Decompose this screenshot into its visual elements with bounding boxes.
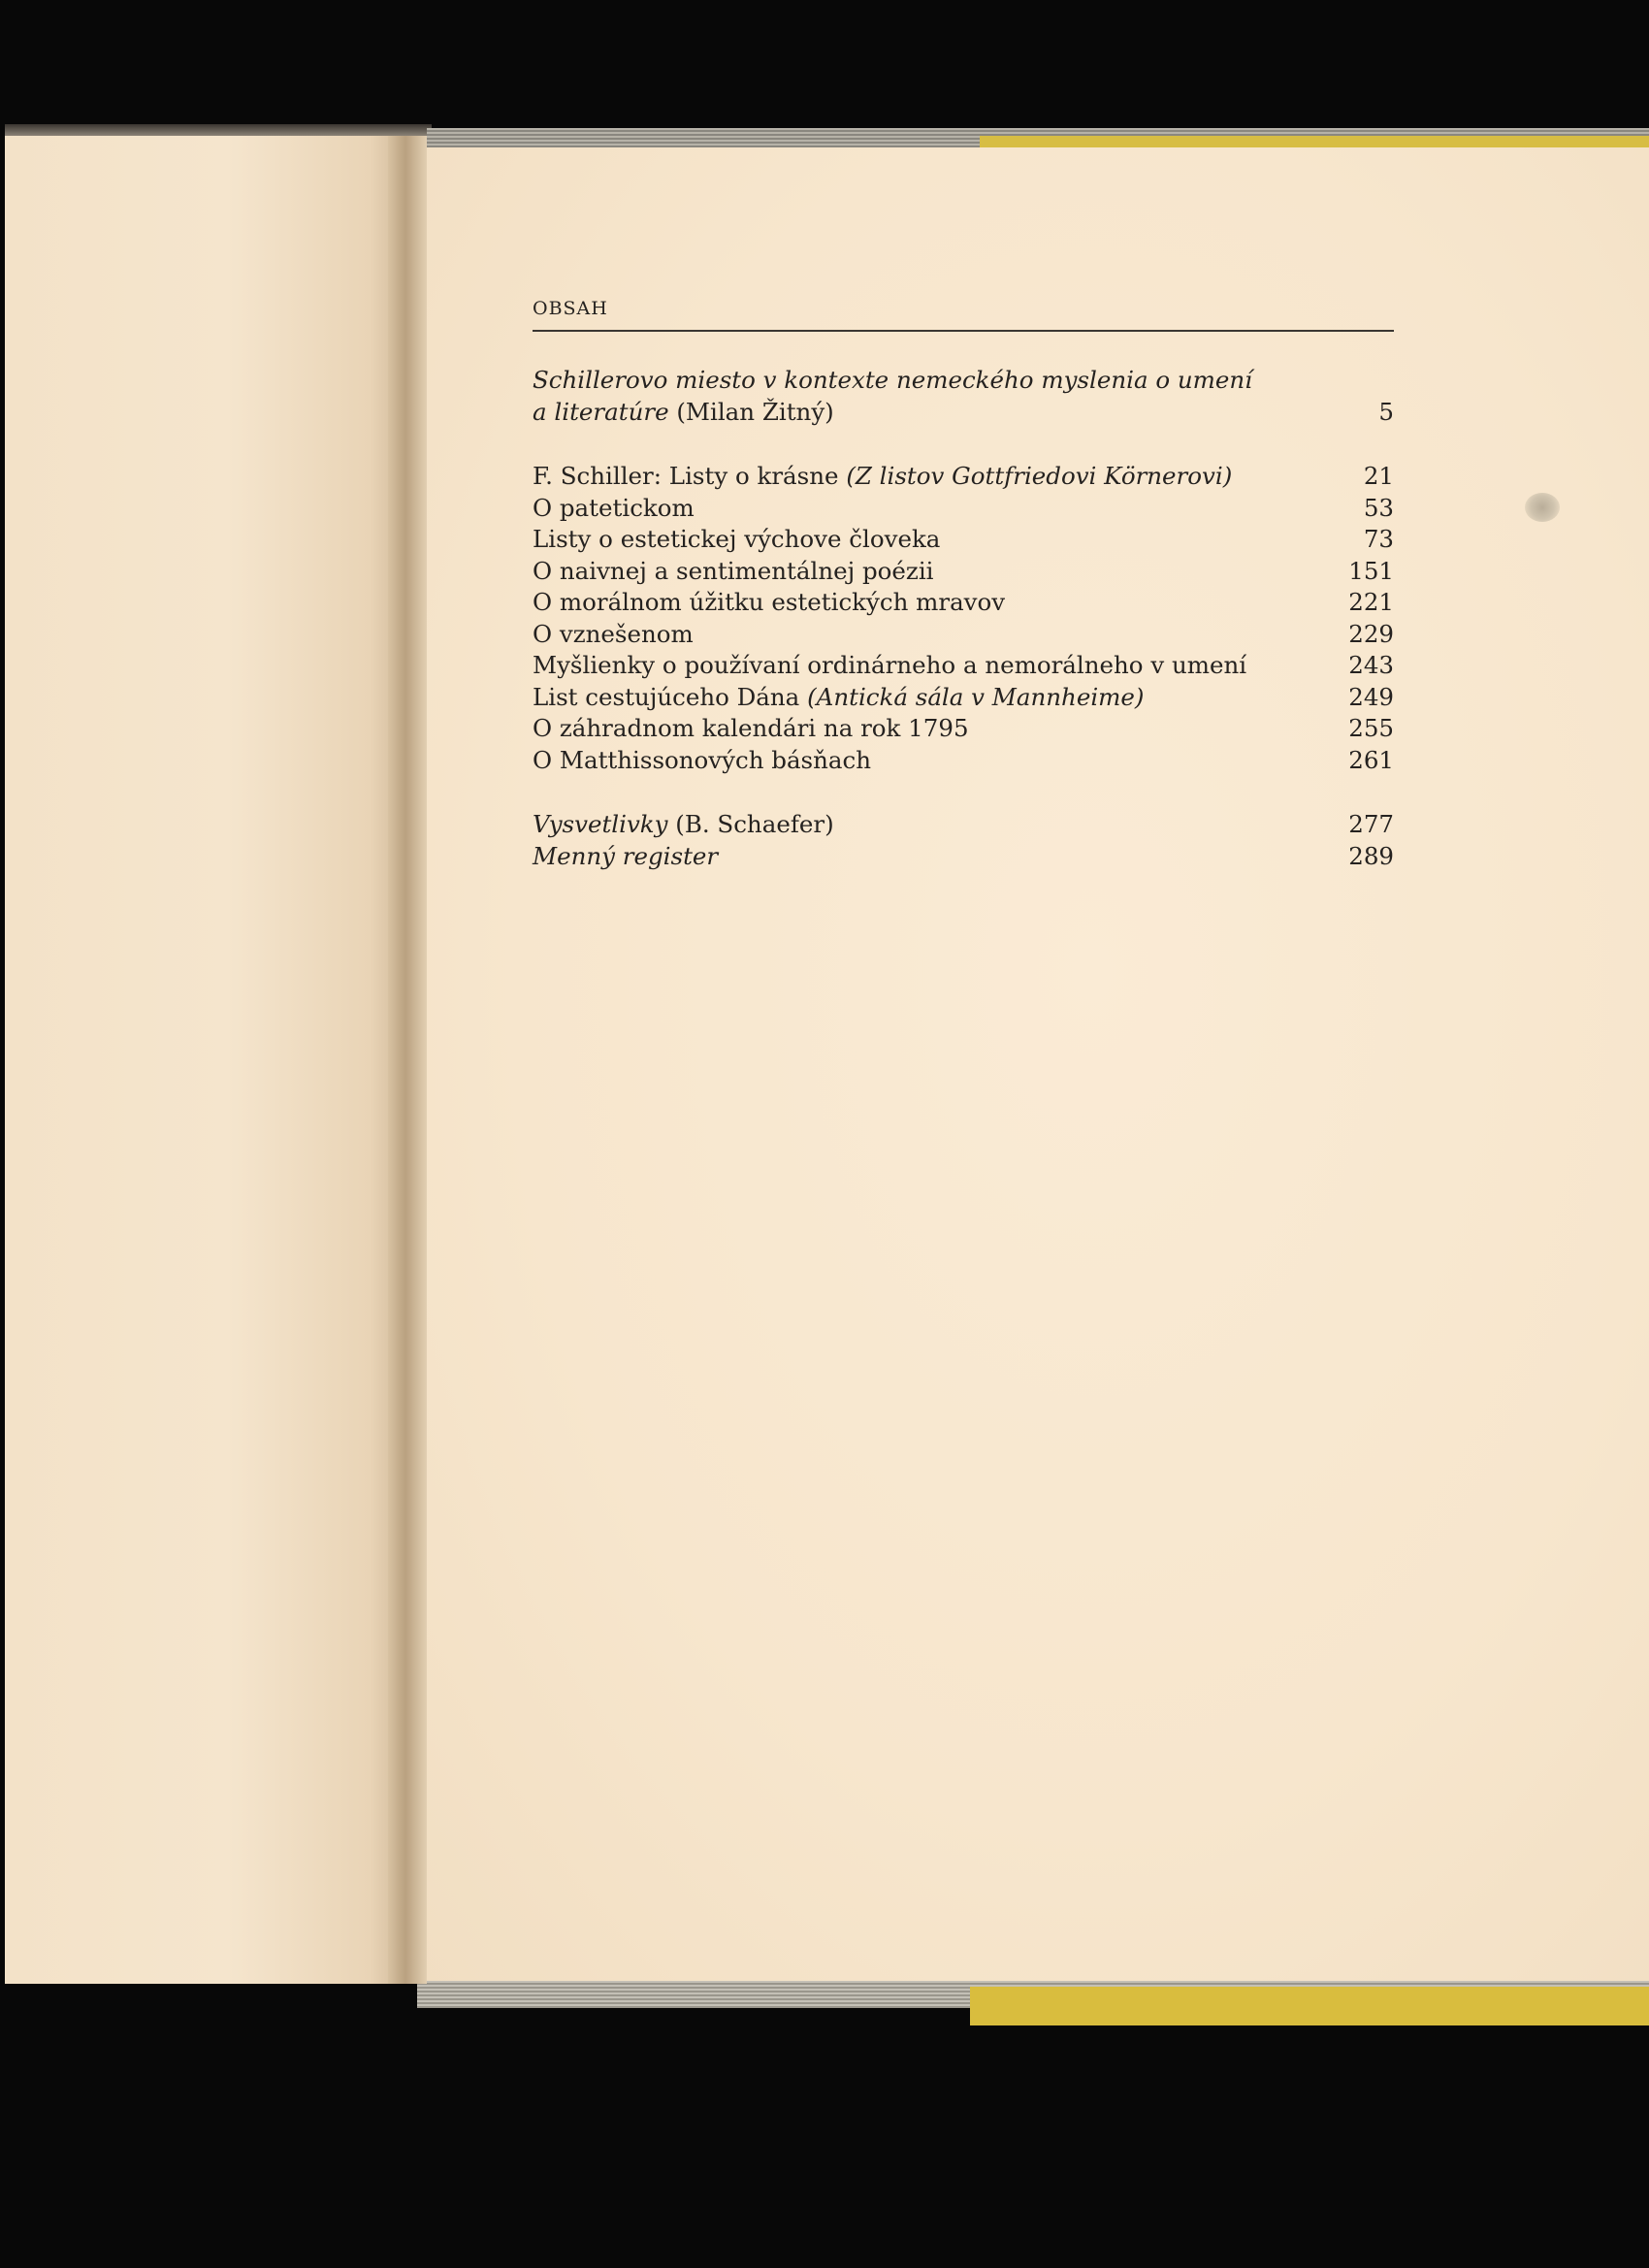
toc-entry-title-text: O naivnej a sentimentálnej poézii xyxy=(533,556,934,585)
toc-entry-title xyxy=(533,556,1336,588)
toc-entry-title xyxy=(533,650,1336,682)
toc-entry xyxy=(533,713,1394,745)
toc-intro-line-2 xyxy=(533,397,1394,429)
intro-author: (Milan Žitný) xyxy=(668,397,834,426)
toc-appendix-title-text: Vysvetlivky xyxy=(533,810,668,838)
toc-entry-title xyxy=(533,745,1336,777)
toc-entry-page-number: 229 xyxy=(1348,619,1394,648)
heading-rule xyxy=(533,330,1394,332)
table-of-contents xyxy=(533,289,1394,872)
toc-entry-page-number: 221 xyxy=(1348,588,1394,616)
toc-entry xyxy=(533,556,1394,588)
toc-appendix-entry xyxy=(533,809,1394,841)
toc-appendix-page-number: 289 xyxy=(1348,841,1394,870)
left-page xyxy=(5,136,410,1984)
intro-title-italic: a literatúre xyxy=(533,397,669,426)
toc-entry-page-number: 261 xyxy=(1348,745,1394,774)
toc-entry-title-text: O vznešenom xyxy=(533,619,694,648)
toc-entries xyxy=(533,461,1394,776)
toc-entry-title-text: Myšlienky o používaní ordinárneho a nemorálneho v umení xyxy=(533,651,1247,679)
toc-entry xyxy=(533,493,1394,525)
toc-appendix-title-text: Menný register xyxy=(533,841,719,870)
section-gap xyxy=(533,776,1394,809)
toc-entry xyxy=(533,682,1394,714)
dust-jacket-bottom-edge xyxy=(970,1987,1649,2025)
section-gap xyxy=(533,428,1394,461)
toc-entry-title-text: O záhradnom kalendári na rok 1795 xyxy=(533,714,969,742)
toc-appendix-title xyxy=(533,809,1336,841)
toc-entry xyxy=(533,587,1394,619)
intro-title-line-2 xyxy=(533,397,1336,429)
toc-appendix-entry xyxy=(533,841,1394,873)
toc-entry xyxy=(533,745,1394,777)
toc-entry-page-number: 21 xyxy=(1363,462,1394,490)
toc-entry-title-text: F. Schiller: Listy o krásne xyxy=(533,462,847,490)
toc-entry xyxy=(533,650,1394,682)
paper-stain xyxy=(1525,493,1560,522)
toc-entry-title xyxy=(533,619,1336,651)
toc-entry-page-number: 249 xyxy=(1348,682,1394,711)
toc-entry-page-number: 151 xyxy=(1348,556,1394,585)
toc-appendix xyxy=(533,809,1394,872)
toc-entry-title-text: O Matthissonových básňach xyxy=(533,745,872,774)
toc-entry-subtitle: (Z listov Gottfriedovi Körnerovi) xyxy=(846,462,1233,490)
toc-entry-title xyxy=(533,461,1336,493)
toc-intro-line-1 xyxy=(533,365,1394,397)
toc-entry-title xyxy=(533,493,1336,525)
toc-entry-page-number: 73 xyxy=(1363,525,1394,553)
intro-page-number: 5 xyxy=(1378,397,1394,426)
toc-entry-page-number: 53 xyxy=(1363,493,1394,522)
toc-entry xyxy=(533,461,1394,493)
toc-entry-title-text: O morálnom úžitku estetických mravov xyxy=(533,588,1006,616)
toc-entry xyxy=(533,619,1394,651)
page-gutter xyxy=(388,136,427,1984)
toc-entry-title-text: O patetickom xyxy=(533,493,695,522)
toc-appendix-title xyxy=(533,841,1336,873)
toc-entry-title xyxy=(533,682,1336,714)
toc-heading: OBSAH xyxy=(533,298,608,319)
toc-entry-title xyxy=(533,713,1336,745)
toc-entry-title-text: List cestujúceho Dána xyxy=(533,682,808,711)
toc-entry-page-number: 243 xyxy=(1348,651,1394,679)
toc-entry-title-text: Listy o estetickej výchove človeka xyxy=(533,525,941,553)
toc-entry-subtitle: (Antická sála v Mannheime) xyxy=(807,682,1145,711)
intro-title-line-1: Schillerovo miesto v kontexte nemeckého myslenia o umení xyxy=(533,366,1252,394)
toc-appendix-page-number: 277 xyxy=(1348,810,1394,838)
toc-entry-title xyxy=(533,587,1336,619)
toc-entry-page-number: 255 xyxy=(1348,714,1394,742)
toc-appendix-author: (B. Schaefer) xyxy=(667,810,834,838)
toc-entry xyxy=(533,524,1394,556)
toc-entry-title xyxy=(533,524,1336,556)
